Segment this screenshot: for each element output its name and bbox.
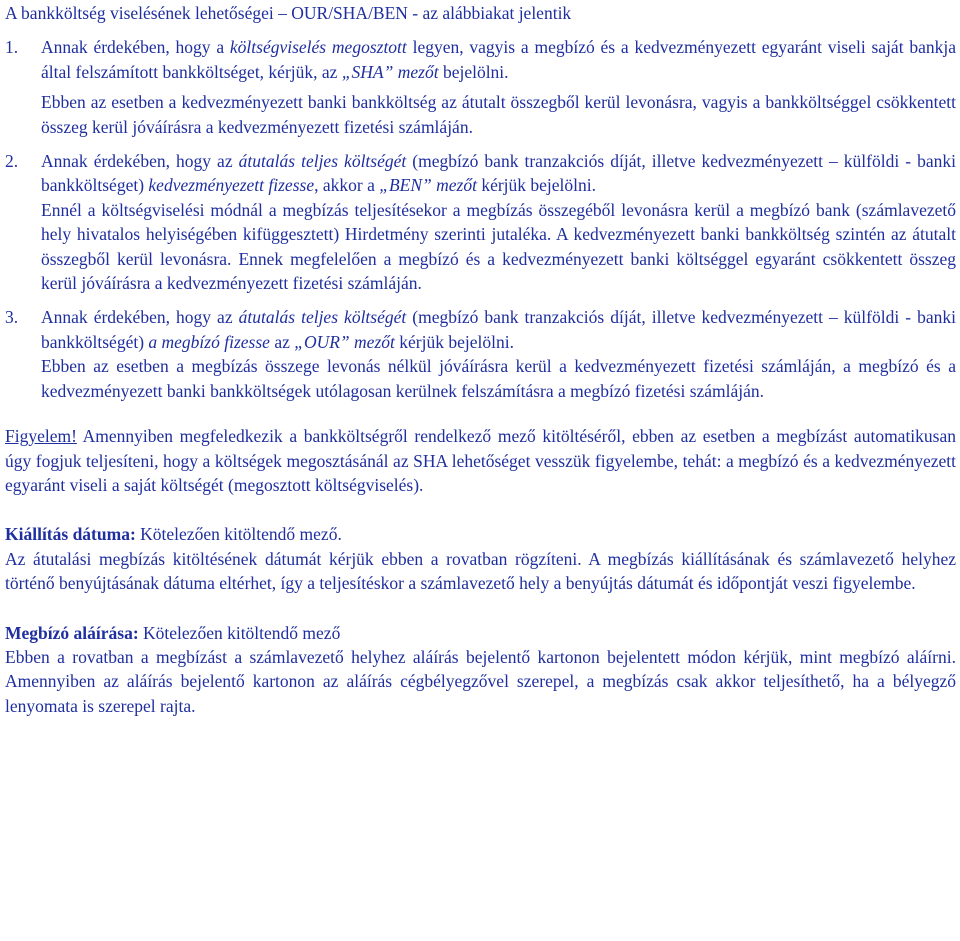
text-run: bejelölni.: [438, 61, 509, 82]
item-number: 3.: [5, 307, 19, 328]
text-run-italic: „BEN” mezőt: [379, 175, 477, 196]
item-body: [41, 35, 956, 139]
item-body: [41, 149, 956, 295]
issue-date-label: Kiállítás dátuma:: [5, 524, 136, 545]
item-paragraph: Ebben az esetben a megbízás összege levonás nélkül jóváírásra kerül a kedvezményezett fizetési számláján, a megbízó és a kedvezményezett banki bankköltségek utólagosan kerülnek felszámításra a megbízó fizetési számláján.: [41, 356, 956, 401]
list-item-1: [5, 35, 956, 139]
text-run: (megbízó bank tranzakciós díját, illetve kedvezményezett – külföldi - banki bankköltséget): [41, 151, 957, 196]
item-paragraph: [41, 149, 956, 198]
item-paragraph: [41, 305, 956, 354]
signature-section: [5, 621, 956, 719]
list-item-3: [5, 305, 956, 403]
text-run: kérjük bejelölni.: [476, 175, 597, 196]
text-run-italic: a megbízó fizesse: [148, 331, 270, 352]
signature-heading: [5, 621, 956, 645]
item-paragraph: [41, 35, 956, 84]
text-run: , akkor a: [314, 175, 380, 196]
issue-date-text: Az átutalási megbízás kitöltésének dátumát kérjük ebben a rovatban rögzíteni. A megbízás kiállításának és számlavezető helyhez történő benyújtásának dátuma eltérhet, így a teljesítéskor a számlavezető hely a benyújtás dátumát és időpontját veszi figyelembe.: [5, 548, 956, 594]
issue-date-section: [5, 522, 956, 595]
document-page: [0, 1, 960, 941]
signature-required: Kötelezően kitöltendő mező: [138, 622, 341, 643]
item-paragraph: Ebben az esetben a kedvezményezett banki bankköltség az átutalt összegből kerül levonásra, vagyis a bankköltséggel csökkentett összeg kerül jóváírásra a kedvezményezett fizetési számláján.: [41, 92, 956, 137]
warning-label: Figyelem!: [5, 426, 77, 447]
text-run: Annak érdekében, hogy az: [41, 307, 239, 328]
page-heading: A bankköltség viselésének lehetőségei – OUR/SHA/BEN - az alábbiakat jelentik: [5, 3, 572, 23]
text-run-italic: „SHA” mezőt: [341, 61, 439, 82]
text-run-italic: átutalás teljes költségét: [238, 307, 407, 328]
warning-paragraph: [5, 424, 956, 497]
text-run-italic: költségviselés megosztott: [229, 37, 407, 58]
text-run-italic: „OUR” mezőt: [294, 331, 395, 352]
issue-date-required: Kötelezően kitöltendő mező.: [135, 524, 342, 545]
item-number: 1.: [5, 37, 19, 58]
text-run: (megbízó bank tranzakciós díját, illetve kedvezményezett – külföldi - banki bankköltségét): [41, 307, 957, 352]
text-run: kérjük bejelölni.: [394, 331, 514, 352]
list-item-2: [5, 149, 956, 295]
item-paragraph: Ennél a költségviselési módnál a megbízás teljesítésekor a megbízás összegéből levonásra kerül a megbízó bank (számlavezető hely hivatalos helyiségében kifüggesztett) Hirdetmény szerinti jutaléka. A kedvezményezett banki bankköltség szintén az átutalt összegből kerül levonásra. Ennek megfelelően a megbízó és a kedvezményezett banki költséggel egyaránt csökkentett összeg kerül jóváírásra a kedvezményezett fizetési számláján.: [41, 199, 956, 294]
text-run: az: [269, 331, 295, 352]
text-run: legyen, vagyis a megbízó és a kedvezményezett egyaránt viseli saját bankja által felszámított bankköltséget, kérjük, az: [41, 37, 957, 82]
text-run-italic: átutalás teljes költségét: [238, 151, 407, 172]
text-run-italic: kedvezményezett fizesse: [148, 175, 315, 196]
item-number: 2.: [5, 151, 19, 172]
signature-text: Ebben a rovatban a megbízást a számlavezető helyhez aláírás bejelentő kartonon bejelentett módon kérjük, mint megbízó aláírni. Amennyiben az aláírás bejelentő kartonon az aláírás cégbélyegzővel szerepel, a megbízás csak akkor teljesíthető, ha a bélyegző lenyomata is szerepel rajta.: [5, 646, 956, 716]
text-run: Annak érdekében, hogy az: [41, 151, 239, 172]
item-body: [41, 305, 956, 403]
text-run: Annak érdekében, hogy a: [41, 37, 230, 58]
issue-date-heading: [5, 522, 956, 546]
warning-text: Amennyiben megfeledkezik a bankköltségről rendelkező mező kitöltéséről, ebben az esetben a megbízást automatikusan úgy fogjuk teljesíteni, hogy a költségek megosztásánál az SHA lehetőséget vesszük figyelembe, tehát: a megbízó és a kedvezményezett egyaránt viseli a saját költségét (megosztott költségviselés).: [5, 426, 956, 495]
signature-label: Megbízó aláírása:: [5, 622, 139, 643]
